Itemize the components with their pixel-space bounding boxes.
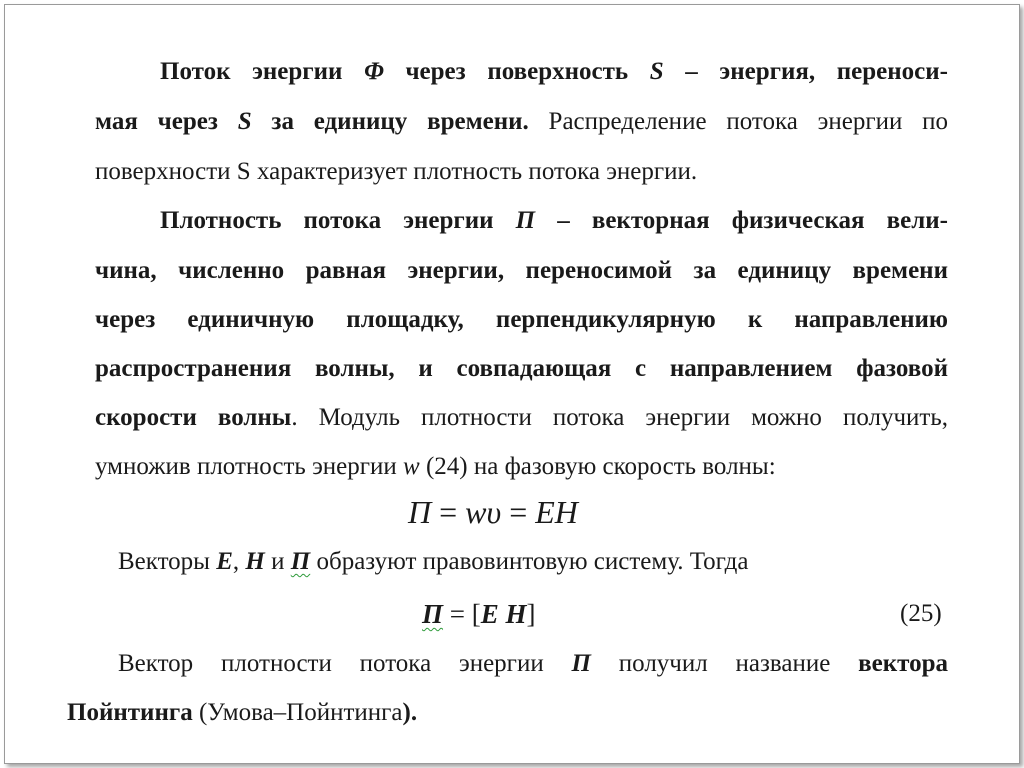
text: распространения волны, и совпадающая с направлением фазовой bbox=[95, 355, 948, 382]
symbol-pi: П bbox=[422, 599, 444, 629]
text: Векторы bbox=[118, 548, 217, 575]
equation-number: (25) bbox=[900, 600, 942, 627]
text: чина, численно равная энергии, переносимой за единицу времени bbox=[95, 257, 948, 284]
text: – энергия, переноси- bbox=[663, 58, 948, 85]
text: (24) на фазовую скорость волны: bbox=[419, 453, 776, 480]
symbol-h: H bbox=[505, 599, 527, 629]
symbol-pi: П bbox=[290, 548, 311, 575]
text: Плотность потока энергии bbox=[160, 207, 516, 234]
text: образуют правовинтовую систему. Тогда bbox=[310, 548, 749, 575]
text bbox=[499, 599, 506, 629]
symbol-pi: П bbox=[571, 650, 591, 677]
text: ). bbox=[402, 699, 418, 726]
para1-line1 bbox=[160, 57, 948, 87]
text: Пойнтинга bbox=[67, 699, 193, 726]
text: за единицу времени. bbox=[251, 108, 529, 135]
para2-line6 bbox=[95, 452, 776, 482]
text: , bbox=[232, 548, 246, 575]
equals-sign: = bbox=[431, 494, 466, 530]
equals-sign: = bbox=[501, 494, 536, 530]
text: Распределение потока энергии по bbox=[528, 108, 949, 135]
text: – векторная физическая вели- bbox=[535, 207, 948, 234]
formula-poynting-vector bbox=[422, 599, 536, 629]
term-eh: EH bbox=[535, 494, 578, 530]
text: через поверхность bbox=[383, 58, 650, 85]
text: Поток энергии bbox=[160, 58, 365, 85]
para3-line bbox=[118, 547, 748, 577]
para2-line4 bbox=[95, 354, 948, 384]
symbol-phi: Φ bbox=[364, 58, 384, 85]
term-wv: wυ bbox=[465, 494, 502, 530]
text: получил название bbox=[590, 650, 859, 677]
symbol-s: S bbox=[237, 108, 252, 135]
symbol-e: E bbox=[216, 548, 233, 575]
symbol-e: E bbox=[480, 599, 499, 629]
text: ] bbox=[526, 599, 536, 629]
text: скорости волны bbox=[95, 404, 292, 431]
text: = [ bbox=[443, 599, 481, 629]
formula-poynting-magnitude bbox=[408, 494, 578, 530]
text: через единичную площадку, перпендикулярную к направлению bbox=[95, 306, 948, 333]
symbol-w: w bbox=[403, 453, 420, 480]
symbol-pi: П bbox=[408, 494, 432, 530]
para4-line1 bbox=[118, 649, 948, 679]
para2-line2 bbox=[95, 256, 948, 286]
text: Вектор плотности потока энергии bbox=[118, 650, 572, 677]
text: умножив плотность энергии bbox=[95, 453, 404, 480]
para2-line3 bbox=[95, 305, 948, 335]
text: и bbox=[264, 548, 291, 575]
text: (Умова–Пойнтинга bbox=[192, 699, 403, 726]
text: поверхности S характеризует плотность потока энергии. bbox=[95, 158, 698, 185]
text: мая через bbox=[95, 108, 238, 135]
symbol-pi: П bbox=[515, 207, 536, 234]
para4-line2 bbox=[67, 698, 417, 728]
text: . Модуль плотности потока энергии можно получить, bbox=[291, 404, 948, 431]
para2-line1 bbox=[160, 206, 948, 236]
symbol-h: H bbox=[245, 548, 265, 575]
symbol-s: S bbox=[649, 58, 664, 85]
para1-line2 bbox=[95, 107, 948, 137]
para2-line5 bbox=[95, 403, 948, 433]
text: вектора bbox=[858, 650, 948, 677]
para1-line3 bbox=[95, 157, 697, 187]
